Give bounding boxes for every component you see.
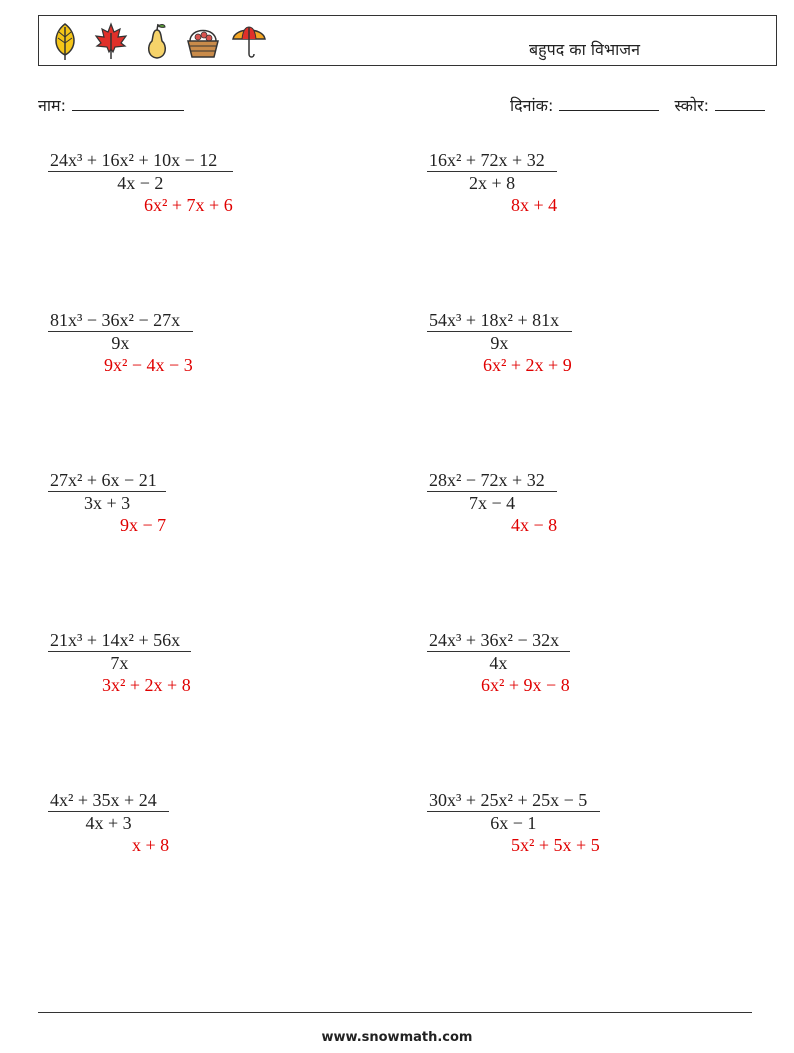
answer: 9x² − 4x − 3	[104, 355, 193, 375]
icon-row	[47, 21, 267, 61]
denominator: 4x	[489, 653, 508, 673]
problem-9	[48, 789, 169, 856]
score-blank[interactable]	[715, 96, 765, 111]
name-label: नाम:	[38, 96, 66, 115]
answer: 4x − 8	[511, 515, 558, 535]
pear-icon	[139, 21, 175, 61]
problem-3	[48, 309, 193, 376]
problem-6	[427, 469, 557, 536]
answer: x + 8	[132, 835, 170, 855]
denominator: 4x + 3	[85, 813, 132, 833]
name-field	[38, 94, 184, 116]
denominator: 4x − 2	[117, 173, 164, 193]
date-label: दिनांक:	[510, 96, 554, 115]
numerator: 4x² + 35x + 24	[50, 790, 157, 810]
answer: 8x + 4	[511, 195, 558, 215]
problem-8	[427, 629, 570, 696]
worksheet-title: बहुपद का विभाजन	[529, 40, 641, 59]
footer-url[interactable]: www.snowmath.com	[321, 1030, 473, 1045]
name-blank[interactable]	[72, 96, 184, 111]
problem-7	[48, 629, 191, 696]
date-blank[interactable]	[559, 96, 659, 111]
answer: 6x² + 7x + 6	[144, 195, 233, 215]
numerator: 21x³ + 14x² + 56x	[50, 630, 181, 650]
problem-4	[427, 309, 572, 376]
answer: 6x² + 2x + 9	[483, 355, 572, 375]
denominator: 7x − 4	[469, 493, 516, 513]
umbrella-icon	[231, 21, 267, 61]
answer: 6x² + 9x − 8	[481, 675, 570, 695]
denominator: 2x + 8	[469, 173, 516, 193]
denominator: 6x − 1	[490, 813, 537, 833]
problem-2	[427, 149, 557, 216]
header-box	[38, 15, 777, 66]
numerator: 24x³ + 16x² + 10x − 12	[50, 150, 218, 170]
denominator: 9x	[111, 333, 130, 353]
answer: 5x² + 5x + 5	[511, 835, 600, 855]
problem-5	[48, 469, 166, 536]
denominator: 3x + 3	[84, 493, 131, 513]
denominator: 7x	[110, 653, 129, 673]
numerator: 54x³ + 18x² + 81x	[429, 310, 560, 330]
numerator: 27x² + 6x − 21	[50, 470, 157, 490]
numerator: 16x² + 72x + 32	[429, 150, 545, 170]
numerator: 24x³ + 36x² − 32x	[429, 630, 560, 650]
answer: 9x − 7	[120, 515, 167, 535]
problem-10	[427, 789, 600, 856]
basket-icon	[185, 21, 221, 61]
problem-1	[48, 149, 233, 216]
numerator: 30x³ + 25x² + 25x − 5	[429, 790, 588, 810]
footer-divider	[38, 1012, 752, 1013]
date-score-field	[510, 94, 765, 116]
denominator: 9x	[490, 333, 509, 353]
numerator: 28x² − 72x + 32	[429, 470, 545, 490]
answer: 3x² + 2x + 8	[102, 675, 191, 695]
score-label: स्कोर:	[674, 96, 710, 115]
maple-leaf-icon	[93, 21, 129, 61]
leaf-icon	[47, 21, 83, 61]
numerator: 81x³ − 36x² − 27x	[50, 310, 181, 330]
